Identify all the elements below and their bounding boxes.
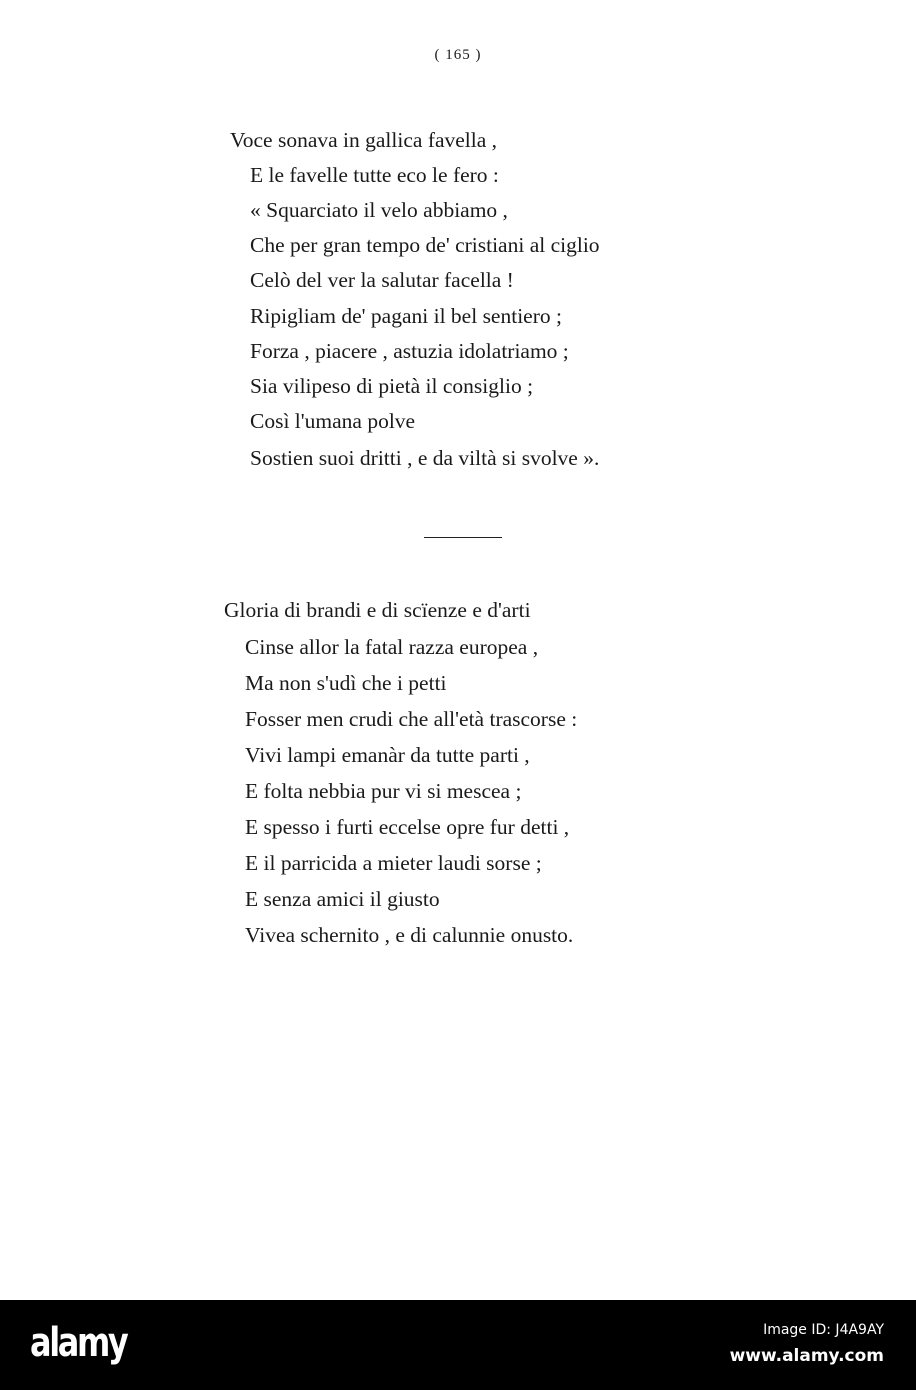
- verse-line: Ma non s'udì che i petti: [245, 671, 447, 695]
- verse-line: E folta nebbia pur vi si mescea ;: [245, 779, 522, 803]
- section-divider: [424, 537, 502, 538]
- verse-line: E senza amici il giusto: [245, 887, 440, 911]
- verse-line: Sia vilipeso di pietà il consiglio ;: [250, 374, 534, 398]
- verse-line: Celò del ver la salutar facella !: [250, 268, 514, 292]
- verse-line: Voce sonava in gallica favella ,: [230, 128, 498, 152]
- verse-line: E le favelle tutte eco le fero :: [250, 163, 499, 187]
- watermark-band: [0, 1300, 916, 1390]
- verse-line: Vivea schernito , e di calunnie onusto.: [245, 923, 574, 947]
- watermark-url: www.alamy.com: [729, 1346, 884, 1366]
- verse-line: Che per gran tempo de' cristiani al ciglio: [250, 233, 600, 257]
- verse-line: E il parricida a mieter laudi sorse ;: [245, 851, 542, 875]
- verse-line: E spesso i furti eccelse opre fur detti ,: [245, 815, 570, 839]
- verse-line: Gloria di brandi e di scïenze e d'arti: [224, 598, 531, 622]
- verse-line: Cinse allor la fatal razza europea ,: [245, 635, 539, 659]
- verse-line: Vivi lampi emanàr da tutte parti ,: [245, 743, 530, 767]
- verse-line: Ripigliam de' pagani il bel sentiero ;: [250, 304, 562, 328]
- verse-line: Così l'umana polve: [250, 409, 416, 433]
- verse-line: « Squarciato il velo abbiamo ,: [250, 198, 508, 222]
- verse-line: Forza , piacere , astuzia idolatriamo ;: [250, 339, 569, 363]
- image-id: Image ID: J4A9AY: [763, 1322, 884, 1338]
- verse-line: Sostien suoi dritti , e da viltà si svolve ».: [250, 446, 600, 470]
- verse-line: Fosser men crudi che all'età trascorse :: [245, 707, 578, 731]
- alamy-logo: alamy: [30, 1320, 127, 1366]
- page-number: ( 165 ): [434, 47, 482, 63]
